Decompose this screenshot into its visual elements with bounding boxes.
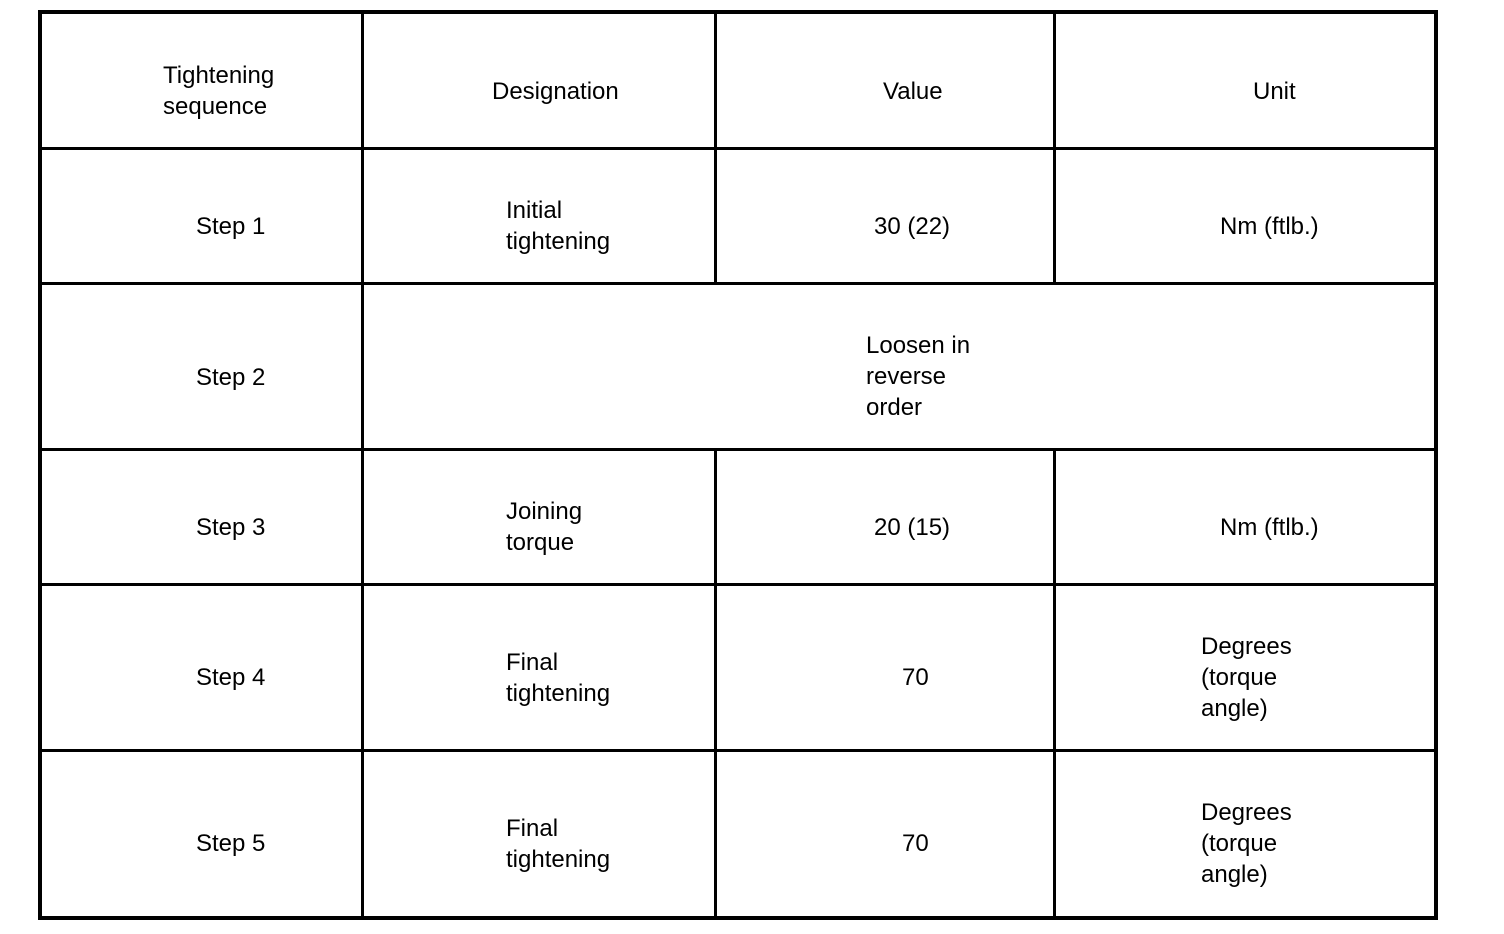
row-5-unit: Degrees (torque angle)	[1201, 799, 1292, 888]
row-5-value: 70	[902, 830, 929, 857]
header-tightening-sequence: Tightening sequence	[163, 62, 275, 120]
row-4-sequence: Step 4	[196, 664, 266, 691]
row-3-value: 20 (15)	[874, 514, 951, 541]
row-5-designation: Final tightening	[506, 815, 611, 873]
row-2-sequence: Step 2	[196, 364, 266, 391]
row-1-value: 30 (22)	[874, 213, 951, 240]
column-divider	[714, 449, 717, 918]
row-3-sequence: Step 3	[196, 514, 266, 541]
row-divider	[40, 282, 1436, 285]
header-unit: Unit	[1253, 78, 1296, 105]
row-3-unit: Nm (ftlb.)	[1220, 514, 1319, 541]
row-5-sequence: Step 5	[196, 830, 266, 857]
column-divider	[1053, 449, 1056, 918]
row-divider	[40, 749, 1436, 752]
row-1-unit: Nm (ftlb.)	[1220, 213, 1319, 240]
row-1-sequence: Step 1	[196, 213, 266, 240]
header-value: Value	[883, 78, 943, 105]
row-4-designation: Final tightening	[506, 649, 611, 707]
row-1-designation: Initial tightening	[506, 197, 611, 255]
row-3-designation: Joining torque	[506, 498, 583, 556]
row-divider	[40, 448, 1436, 451]
row-4-unit: Degrees (torque angle)	[1201, 633, 1292, 722]
row-divider	[40, 583, 1436, 586]
row-4-value: 70	[902, 664, 929, 691]
row-divider	[40, 147, 1436, 150]
header-designation: Designation	[492, 78, 619, 105]
row-2-merged-instruction: Loosen in reverse order	[866, 332, 971, 421]
